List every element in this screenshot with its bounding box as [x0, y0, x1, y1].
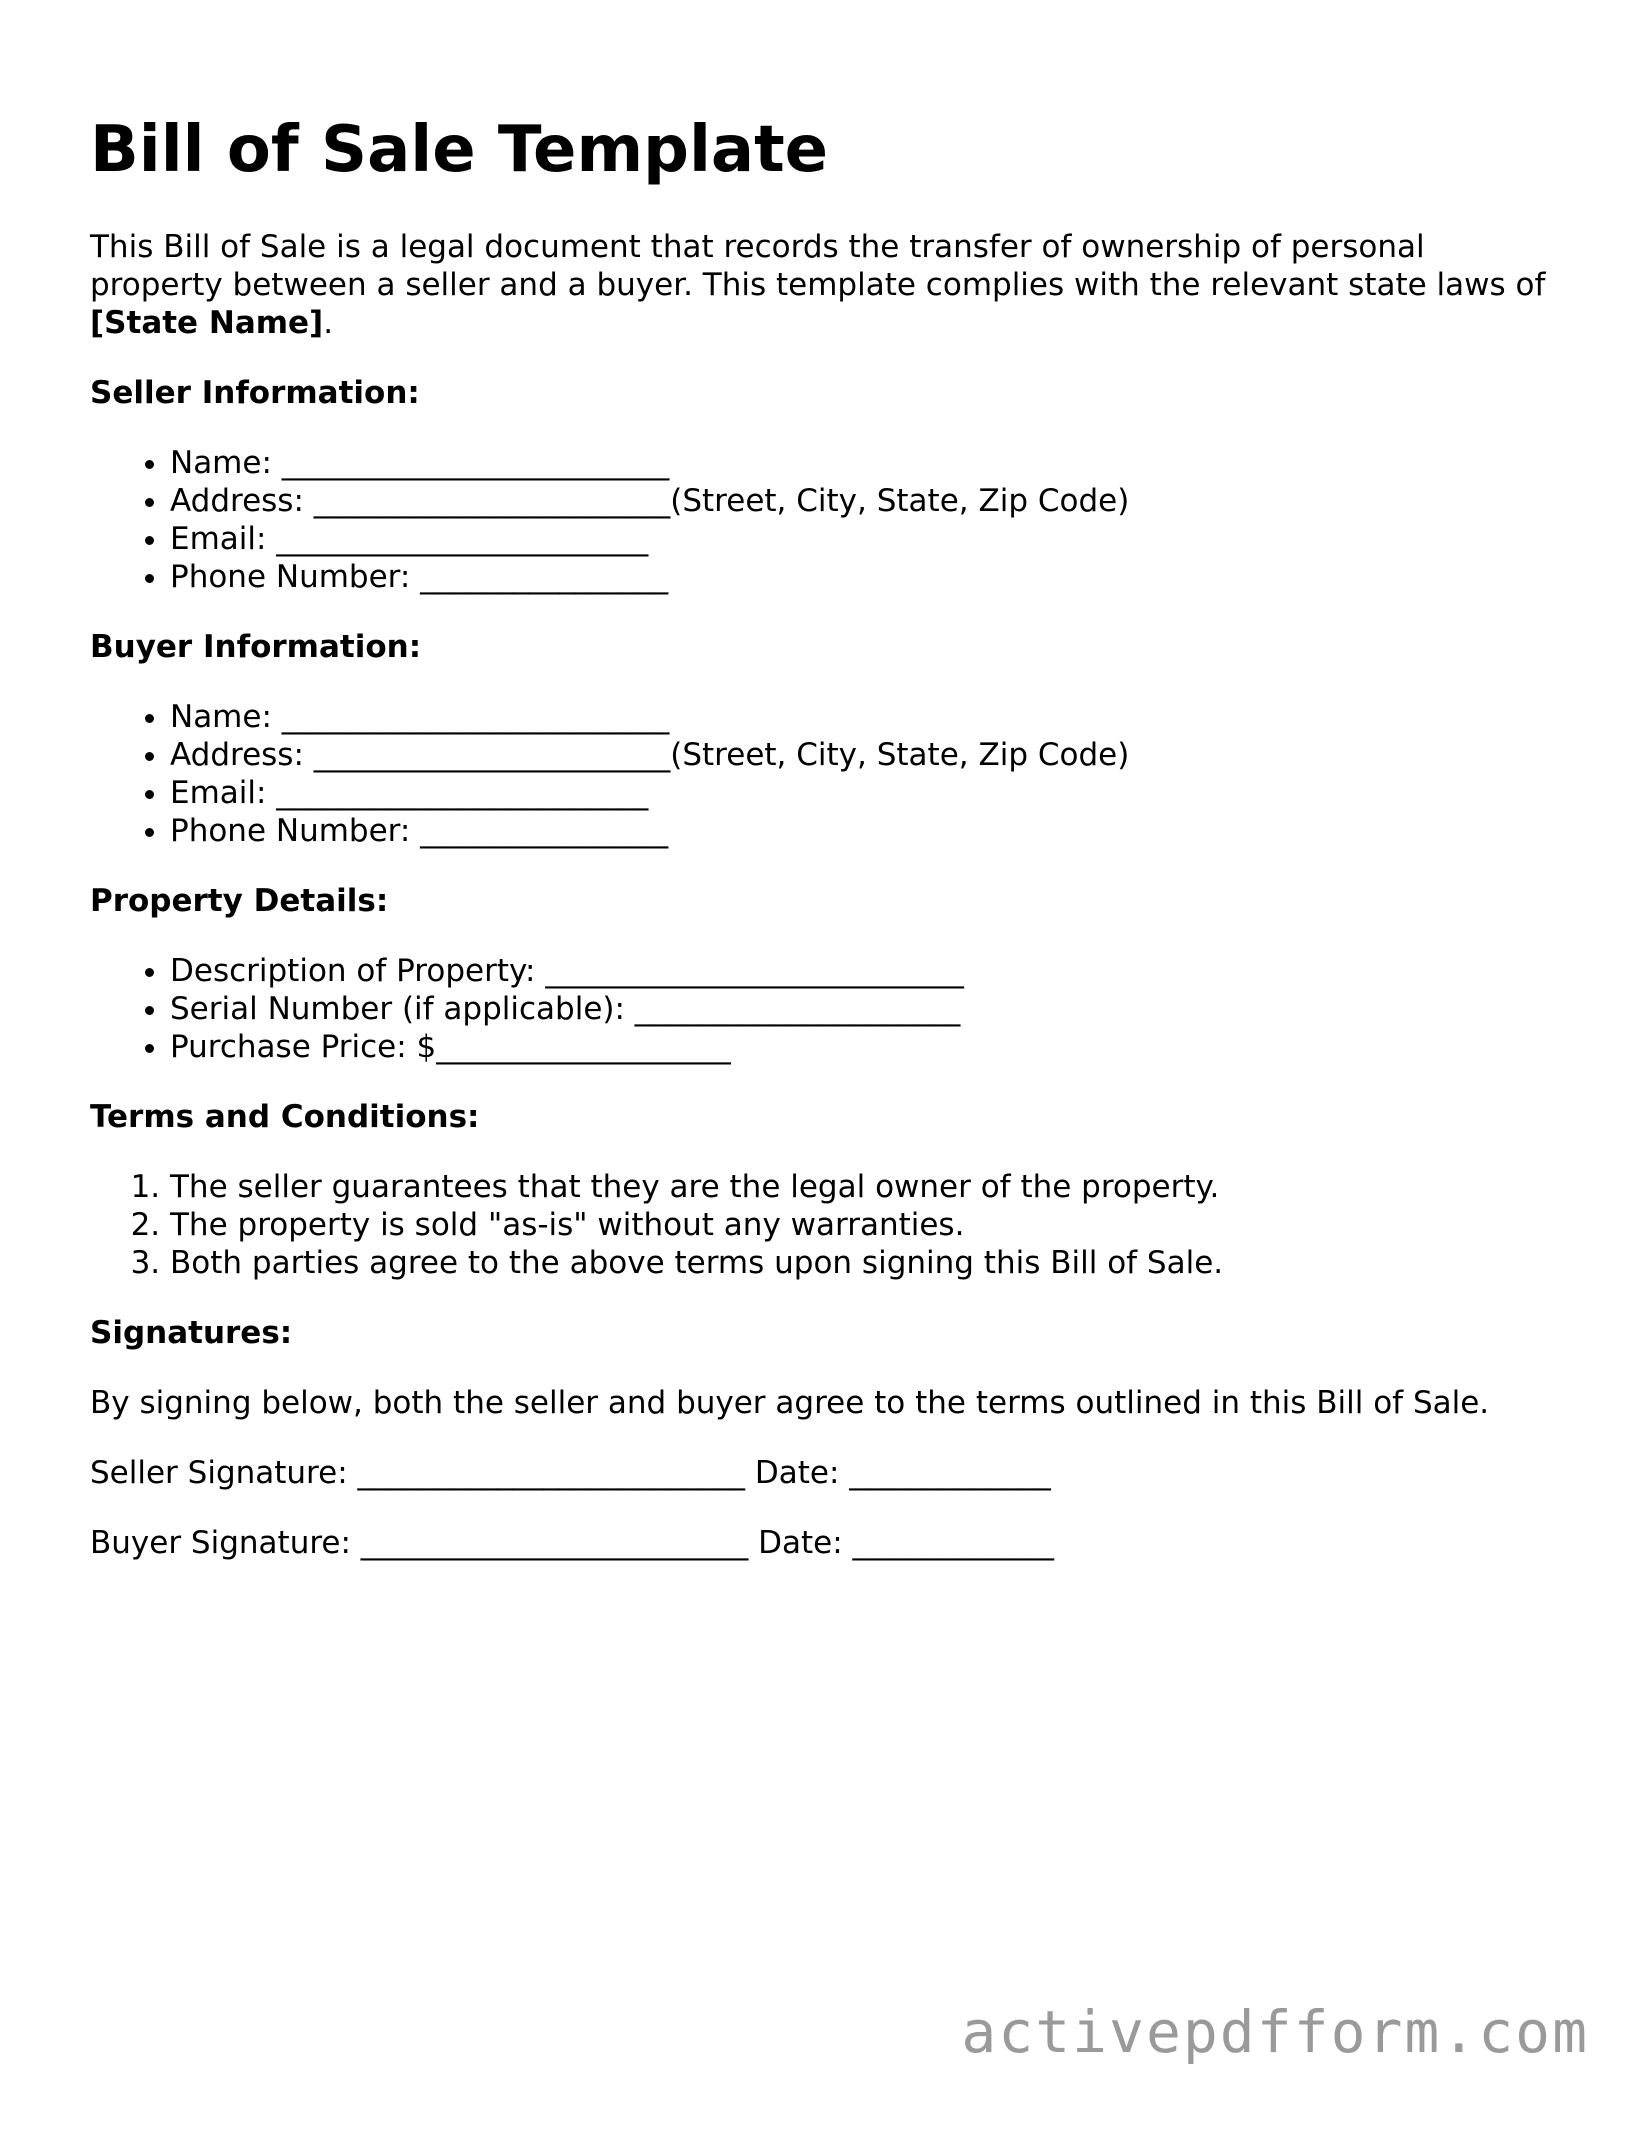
page-title: Bill of Sale Template [90, 113, 829, 187]
terms-list [90, 1168, 1570, 1282]
seller-information-heading: Seller Information: [90, 375, 420, 411]
buyer-address-item: • Address: _______________________(Street, City, State, Zip Code) [170, 736, 1570, 774]
signatures-heading: Signatures: [90, 1315, 293, 1351]
buyer-name-item: • Name: _________________________ [170, 698, 1570, 736]
buyer-information-heading: Buyer Information: [90, 629, 422, 665]
terms-heading: Terms and Conditions: [90, 1099, 480, 1135]
intro-text: This Bill of Sale is a legal document that records the transfer of ownership of personal property between a seller and a buyer. This template complies with the relevant state laws of [90, 229, 1546, 303]
seller-address-item: • Address: _______________________(Street, City, State, Zip Code) [170, 482, 1570, 520]
seller-signature-line: Seller Signature: _________________________ Date: _____________ [90, 1455, 1051, 1491]
watermark: activepdfform.com [961, 1998, 1589, 2066]
terms-item: 2. The property is sold "as-is" without any warranties. [170, 1206, 1570, 1244]
property-price-item: • Purchase Price: $___________________ [170, 1028, 1570, 1066]
property-serial-item: • Serial Number (if applicable): _____________________ [170, 990, 1570, 1028]
property-details-heading: Property Details: [90, 883, 389, 919]
seller-phone-item: • Phone Number: ________________ [170, 558, 1570, 596]
document-page [90, 110, 1570, 1594]
signatures-paragraph: By signing below, both the seller and buyer agree to the terms outlined in this Bill of Sale. [90, 1385, 1490, 1421]
terms-item: 1. The seller guarantees that they are the legal owner of the property. [170, 1168, 1570, 1206]
property-description-item: • Description of Property: ___________________________ [170, 952, 1570, 990]
property-details-list [90, 952, 1570, 1066]
seller-email-item: • Email: ________________________ [170, 520, 1570, 558]
buyer-information-list [90, 698, 1570, 850]
intro-paragraph [90, 228, 1550, 342]
state-name-placeholder: [State Name] [90, 305, 324, 341]
buyer-signature-line: Buyer Signature: _________________________ Date: _____________ [90, 1525, 1055, 1561]
intro-end: . [323, 305, 334, 341]
terms-item: 3. Both parties agree to the above terms upon signing this Bill of Sale. [170, 1244, 1570, 1282]
buyer-email-item: • Email: ________________________ [170, 774, 1570, 812]
seller-name-item: • Name: _________________________ [170, 444, 1570, 482]
seller-information-list [90, 444, 1570, 596]
buyer-phone-item: • Phone Number: ________________ [170, 812, 1570, 850]
